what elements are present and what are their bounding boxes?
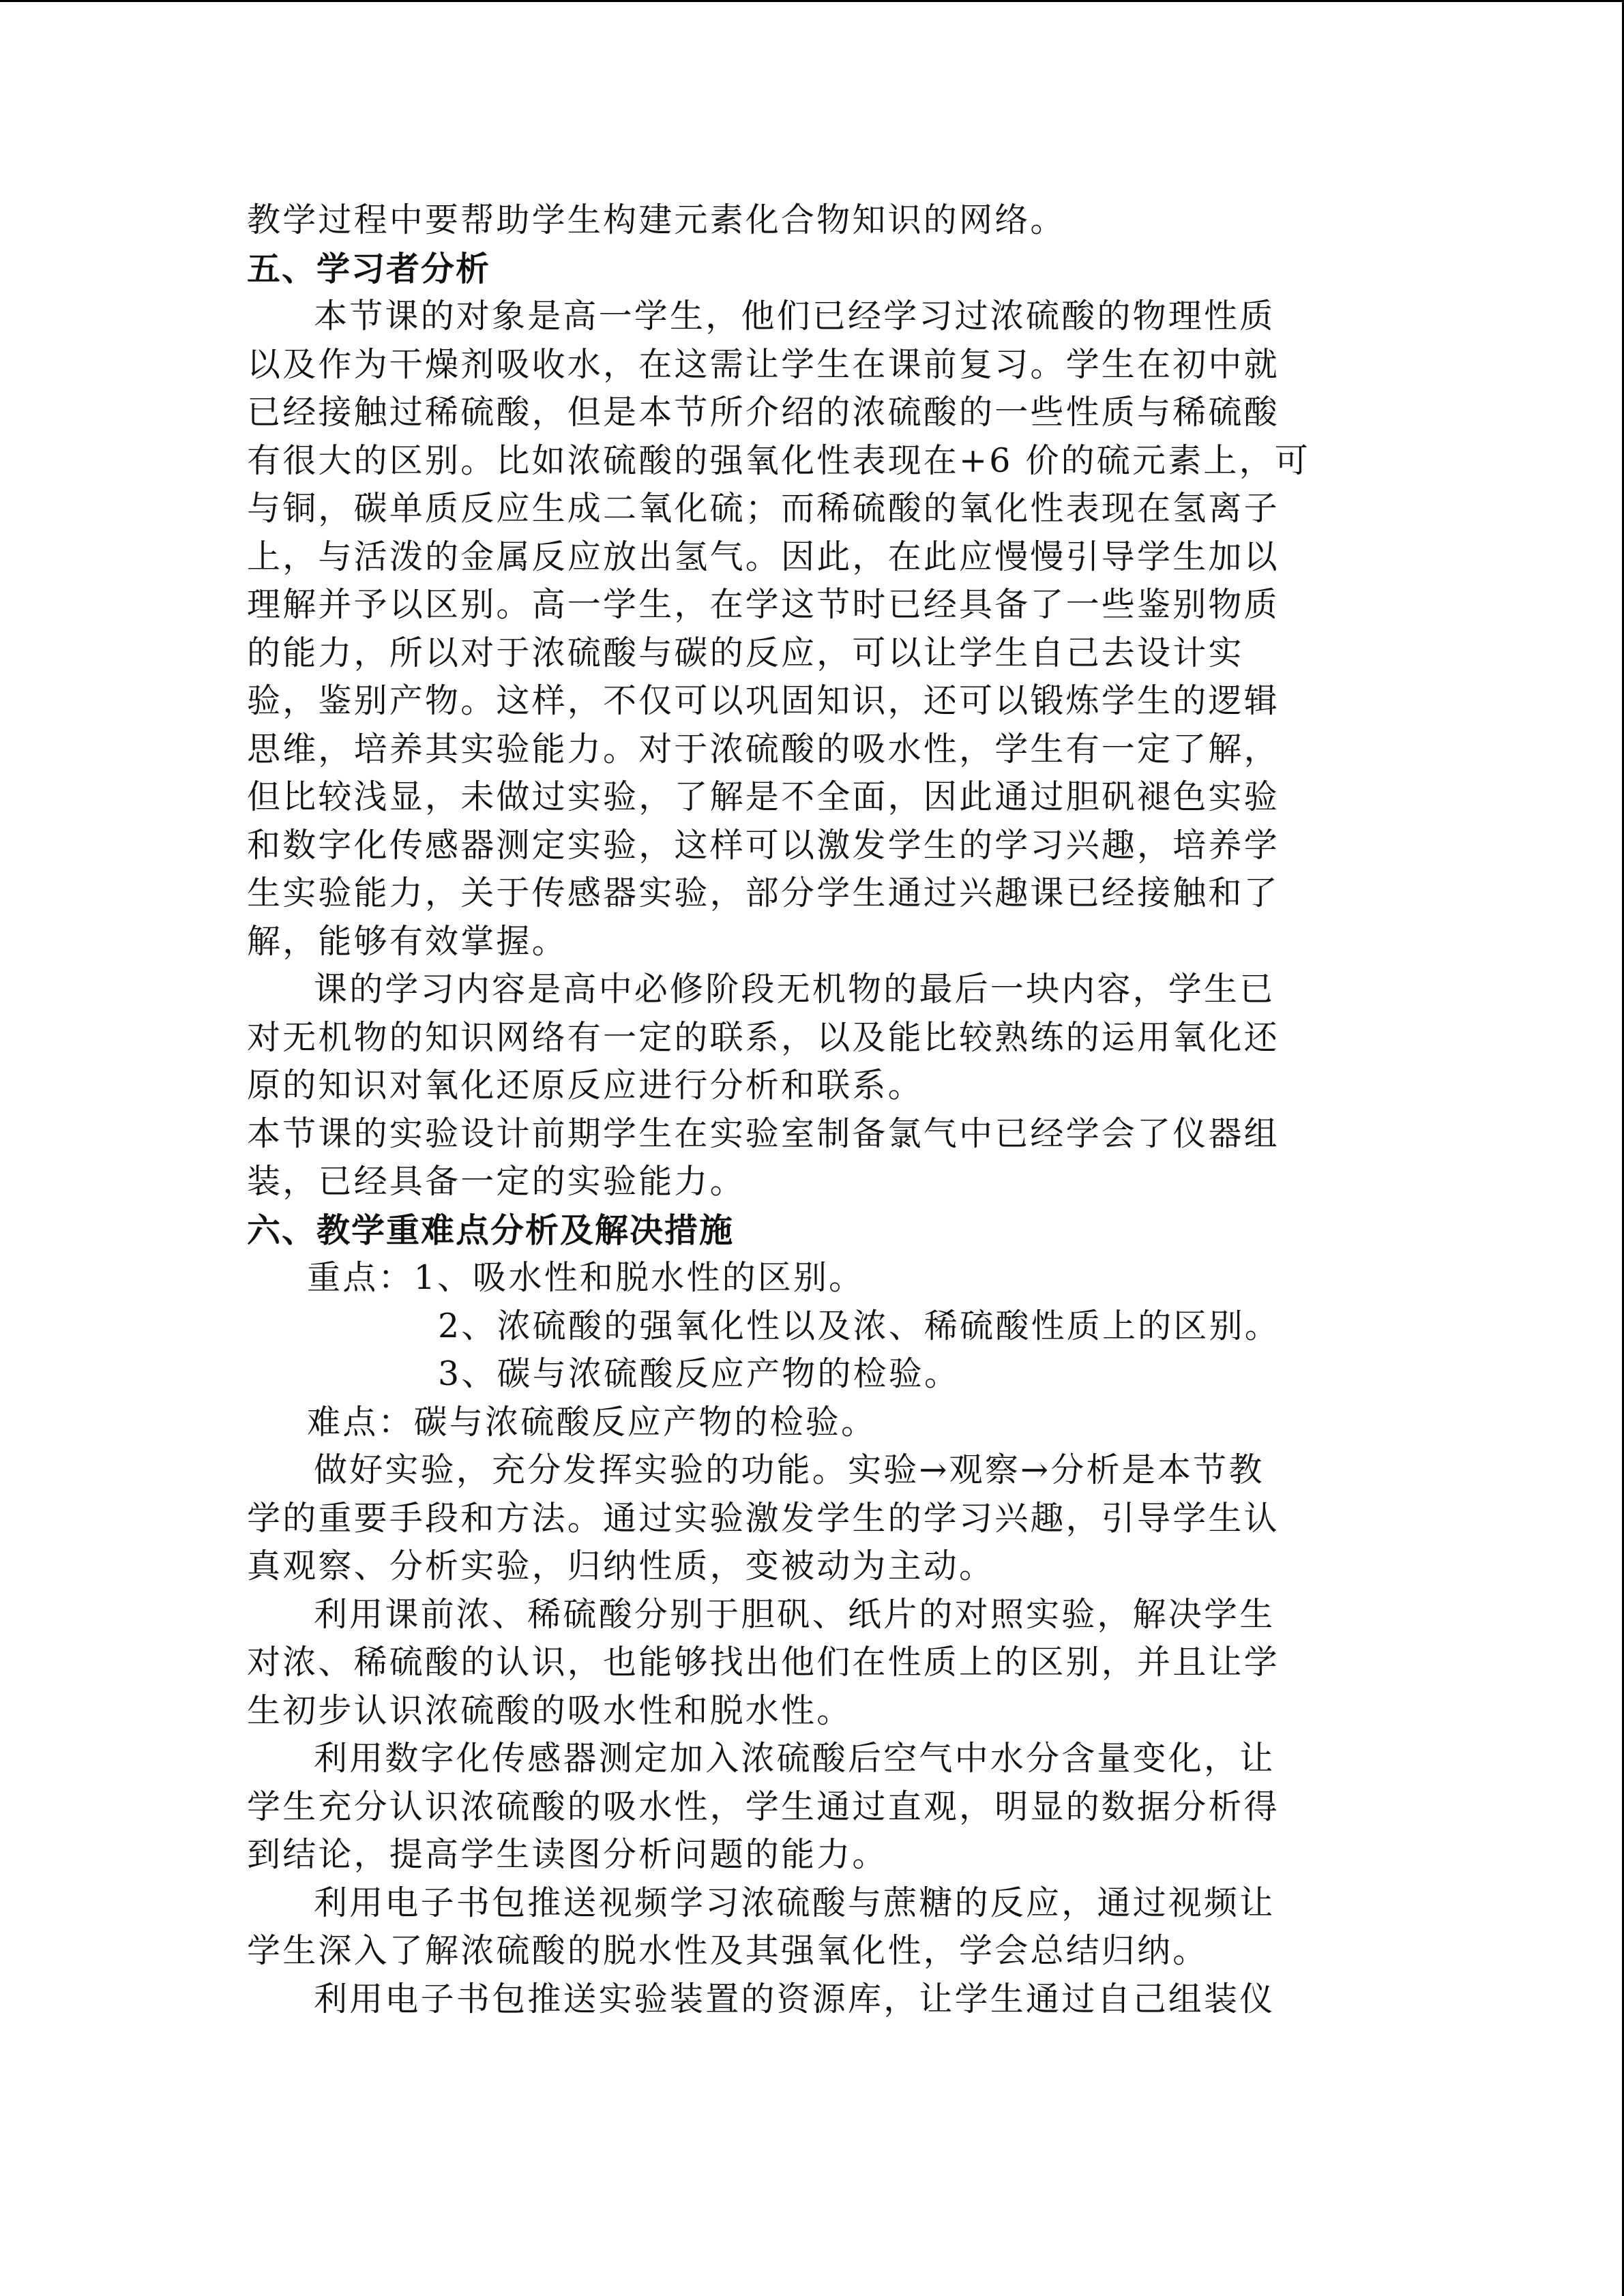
text-line: 已经接触过稀硫酸，但是本节所介绍的浓硫酸的一些性质与稀硫酸 [247,393,1280,432]
text-line: 本节课的实验设计前期学生在实验室制备氯气中已经学会了仪器组 [247,1114,1280,1153]
text-line: 验，鉴别产物。这样，不仅可以巩固知识，还可以锻炼学生的逻辑 [247,681,1280,720]
text-line: 利用电子书包推送视频学习浓硫酸与蔗糖的反应，通过视频让 [314,1883,1275,1922]
text-line: 教学过程中要帮助学生构建元素化合物知识的网络。 [247,200,1066,239]
text-line: 利用课前浓、稀硫酸分别于胆矾、纸片的对照实验，解决学生 [314,1594,1275,1634]
text-line: 但比较浅显，未做过实验，了解是不全面，因此通过胆矾褪色实验 [247,777,1280,816]
text-line: 思维，培养其实验能力。对于浓硫酸的吸水性，学生有一定了解， [247,729,1280,769]
text-line: 到结论，提高学生读图分析问题的能力。 [247,1835,888,1874]
text-line: 难点：碳与浓硫酸反应产物的检验。 [307,1402,877,1442]
section-heading: 五、学习者分析 [247,248,491,288]
document-body [247,196,1365,2023]
text-line: 原的知识对氧化还原反应进行分析和联系。 [247,1066,924,1105]
text-line: 学生深入了解浓硫酸的脱水性及其强氧化性，学会总结归纳。 [247,1931,1209,1970]
page-top-border [0,0,1624,2]
text-line: 本节课的对象是高一学生，他们已经学习过浓硫酸的物理性质 [314,297,1275,336]
text-line: 做好实验，充分发挥实验的功能。实验→观察→分析是本节教 [314,1450,1265,1489]
section-heading: 六、教学重难点分析及解决措施 [247,1210,735,1250]
text-line: 利用数字化传感器测定加入浓硫酸后空气中水分含量变化，让 [314,1739,1275,1778]
text-line: 与铜，碳单质反应生成二氧化硫；而稀硫酸的氧化性表现在氢离子 [247,489,1280,528]
text-line: 3、碳与浓硫酸反应产物的检验。 [438,1354,960,1393]
text-line: 有很大的区别。比如浓硫酸的强氧化性表现在+6 价的硫元素上，可 [247,441,1311,480]
text-line: 重点：1、吸水性和脱水性的区别。 [307,1258,865,1297]
text-line: 生实验能力，关于传感器实验，部分学生通过兴趣课已经接触和了 [247,874,1280,912]
text-line: 解，能够有效掌握。 [247,921,567,961]
text-line: 学生充分认识浓硫酸的吸水性，学生通过直观，明显的数据分析得 [247,1787,1280,1826]
text-line: 对无机物的知识网络有一定的联系，以及能比较熟练的运用氧化还 [247,1017,1280,1057]
text-line: 课的学习内容是高中必修阶段无机物的最后一块内容，学生已 [314,970,1275,1009]
text-line: 生初步认识浓硫酸的吸水性和脱水性。 [247,1690,853,1730]
text-line: 以及作为干燥剂吸收水，在这需让学生在课前复习。学生在初中就 [247,344,1280,384]
text-line: 对浓、稀硫酸的认识，也能够找出他们在性质上的区别，并且让学 [247,1643,1280,1682]
text-line: 装，已经具备一定的实验能力。 [247,1162,745,1201]
text-line: 学的重要手段和方法。通过实验激发学生的学习兴趣，引导学生认 [247,1498,1280,1538]
text-line: 理解并予以区别。高一学生，在学这节时已经具备了一些鉴别物质 [247,585,1280,624]
text-line: 上，与活泼的金属反应放出氢气。因此，在此应慢慢引导学生加以 [247,537,1280,576]
text-line: 利用电子书包推送实验装置的资源库，让学生通过自己组装仪 [314,1979,1275,2018]
text-line: 的能力，所以对于浓硫酸与碳的反应，可以让学生自己去设计实 [247,633,1244,672]
text-line: 和数字化传感器测定实验，这样可以激发学生的学习兴趣，培养学 [247,825,1280,865]
text-line: 真观察、分析实验，归纳性质，变被动为主动。 [247,1547,995,1585]
text-line: 2、浓硫酸的强氧化性以及浓、稀硫酸性质上的区别。 [438,1306,1280,1345]
